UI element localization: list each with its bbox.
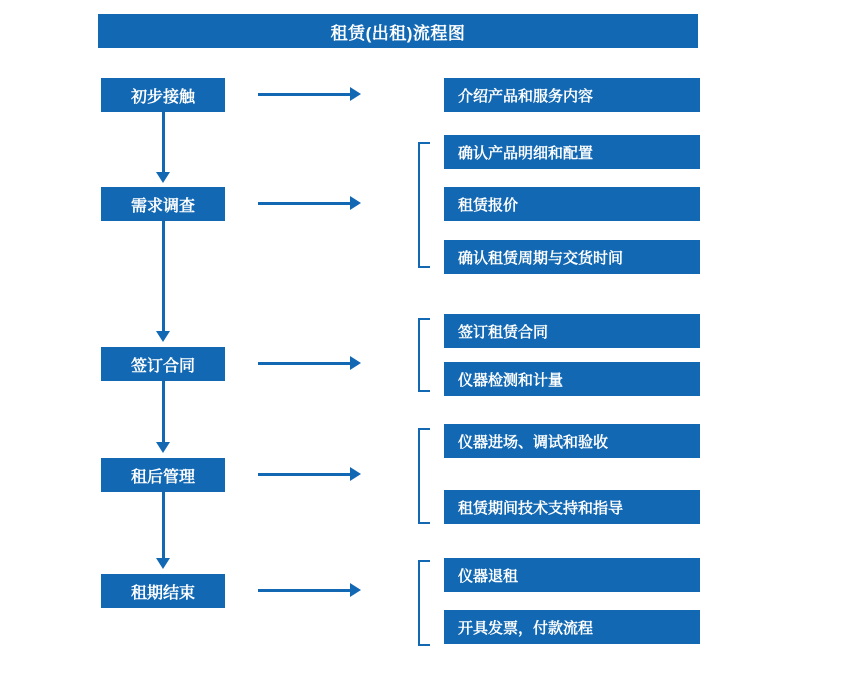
detail-node-1-2[interactable]	[444, 240, 700, 274]
stage-bracket-4	[418, 560, 430, 646]
stage-arrow-line-2	[258, 362, 350, 365]
stage-arrow-head-3	[350, 467, 361, 481]
detail-node-0-0[interactable]	[444, 78, 700, 112]
stage-node-4[interactable]	[101, 574, 225, 608]
detail-label: 确认产品明细和配置	[458, 144, 594, 162]
stage-arrow-head-4	[350, 583, 361, 597]
stage-connector-head-1	[156, 331, 170, 342]
detail-label: 仪器进场、调试和验收	[458, 433, 609, 451]
detail-node-1-0[interactable]	[444, 135, 700, 169]
stage-arrow-line-4	[258, 589, 350, 592]
detail-node-2-0[interactable]	[444, 314, 700, 348]
detail-label: 仪器退租	[458, 567, 519, 585]
stage-bracket-2	[418, 318, 430, 392]
detail-label: 确认租赁周期与交货时间	[458, 249, 624, 267]
stage-label: 租后管理	[130, 468, 195, 486]
stage-arrow-line-0	[258, 93, 350, 96]
stage-arrow-line-3	[258, 473, 350, 476]
stage-label: 租期结束	[130, 584, 195, 602]
stage-arrow-head-0	[350, 87, 361, 101]
stage-connector-1	[162, 221, 165, 333]
detail-label: 签订租赁合同	[458, 323, 549, 341]
stage-connector-3	[162, 492, 165, 560]
detail-node-3-0[interactable]	[444, 424, 700, 458]
detail-node-4-0[interactable]	[444, 558, 700, 592]
stage-node-1[interactable]	[101, 187, 225, 221]
stage-bracket-1	[418, 142, 430, 268]
stage-node-0[interactable]	[101, 78, 225, 112]
stage-connector-0	[162, 112, 165, 174]
stage-node-3[interactable]	[101, 458, 225, 492]
detail-label: 仪器检测和计量	[458, 371, 564, 389]
stage-connector-head-2	[156, 442, 170, 453]
page-title: 租赁(出租)流程图	[98, 14, 698, 48]
stage-connector-head-3	[156, 558, 170, 569]
stage-connector-2	[162, 381, 165, 444]
detail-node-3-1[interactable]	[444, 490, 700, 524]
detail-label: 开具发票，付款流程	[458, 619, 594, 637]
detail-node-2-1[interactable]	[444, 362, 700, 396]
detail-node-1-1[interactable]	[444, 187, 700, 221]
detail-node-4-1[interactable]	[444, 610, 700, 644]
stage-bracket-3	[418, 428, 430, 524]
stage-node-2[interactable]	[101, 347, 225, 381]
detail-label: 租赁期间技术支持和指导	[458, 499, 624, 517]
stage-arrow-head-1	[350, 196, 361, 210]
detail-label: 介绍产品和服务内容	[458, 87, 594, 105]
stage-label: 签订合同	[130, 357, 195, 375]
stage-connector-head-0	[156, 172, 170, 183]
stage-label: 初步接触	[130, 88, 195, 106]
stage-arrow-head-2	[350, 356, 361, 370]
stage-label: 需求调查	[130, 197, 195, 215]
stage-arrow-line-1	[258, 202, 350, 205]
detail-label: 租赁报价	[458, 196, 519, 214]
